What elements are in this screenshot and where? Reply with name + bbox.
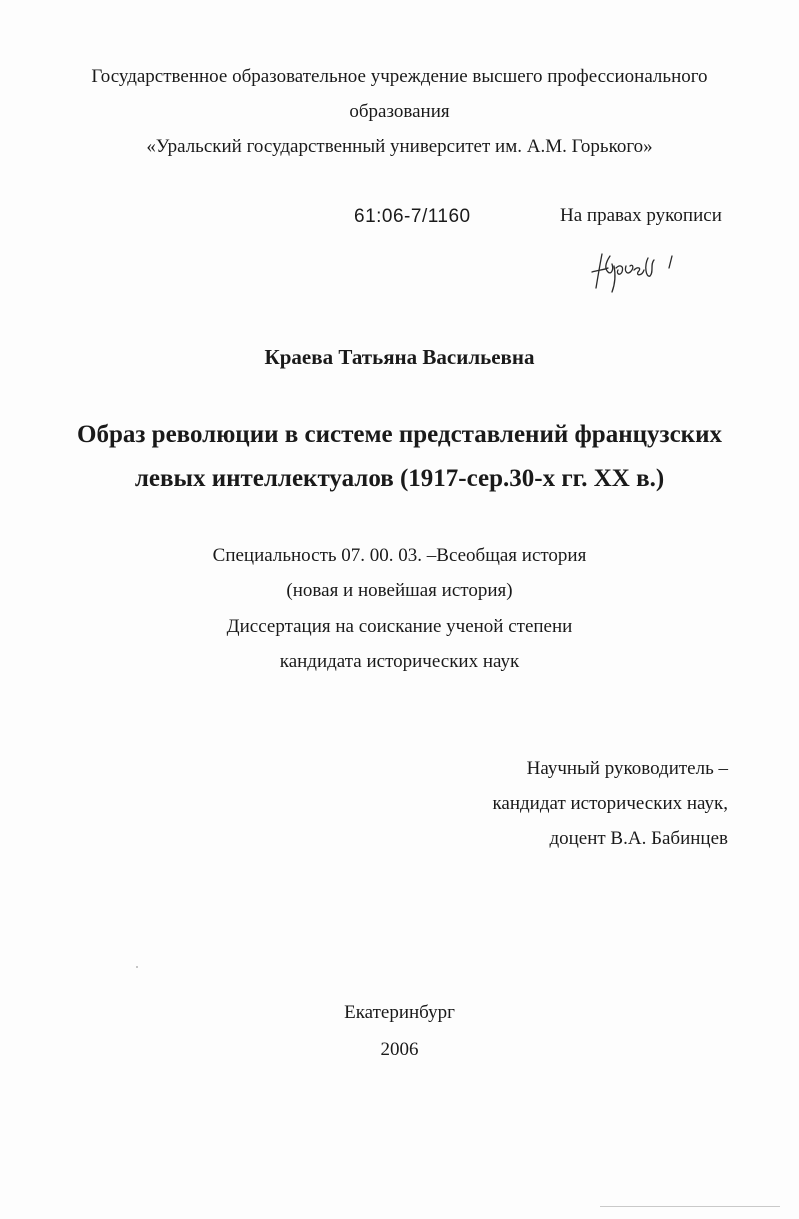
rights-note: На правах рукописи [560,205,722,226]
institution-line-2: образования [349,101,450,122]
advisor-label: Научный руководитель – [526,758,728,779]
handwritten-signature [588,246,688,294]
institution-line-1: Государственное образовательное учреждение высшего профессионального [91,66,708,87]
thesis-title-line-1: Образ революции в системе представлений французских [77,421,722,448]
city: Екатеринбург [344,1002,455,1023]
scan-speck [136,966,138,968]
degree-line-1: Диссертация на соискание ученой степени [226,616,573,637]
advisor-name: доцент В.А. Бабинцев [549,828,728,849]
advisor-degree: кандидат исторических наук, [492,793,728,814]
specialty-subline: (новая и новейшая история) [286,580,513,601]
thesis-title-line-2: левых интеллектуалов (1917-сер.30-х гг. XX в.) [134,465,665,492]
catalog-code: 61:06-7/1160 [354,206,471,227]
scan-edge-line [600,1206,780,1207]
degree-line-2: кандидата исторических наук [279,651,520,672]
specialty-line: Специальность 07. 00. 03. –Всеобщая история [212,545,587,566]
year: 2006 [380,1039,419,1060]
university-name: «Уральский государственный университет им. А.М. Горького» [146,136,653,157]
author-name: Краева Татьяна Васильевна [264,345,535,369]
